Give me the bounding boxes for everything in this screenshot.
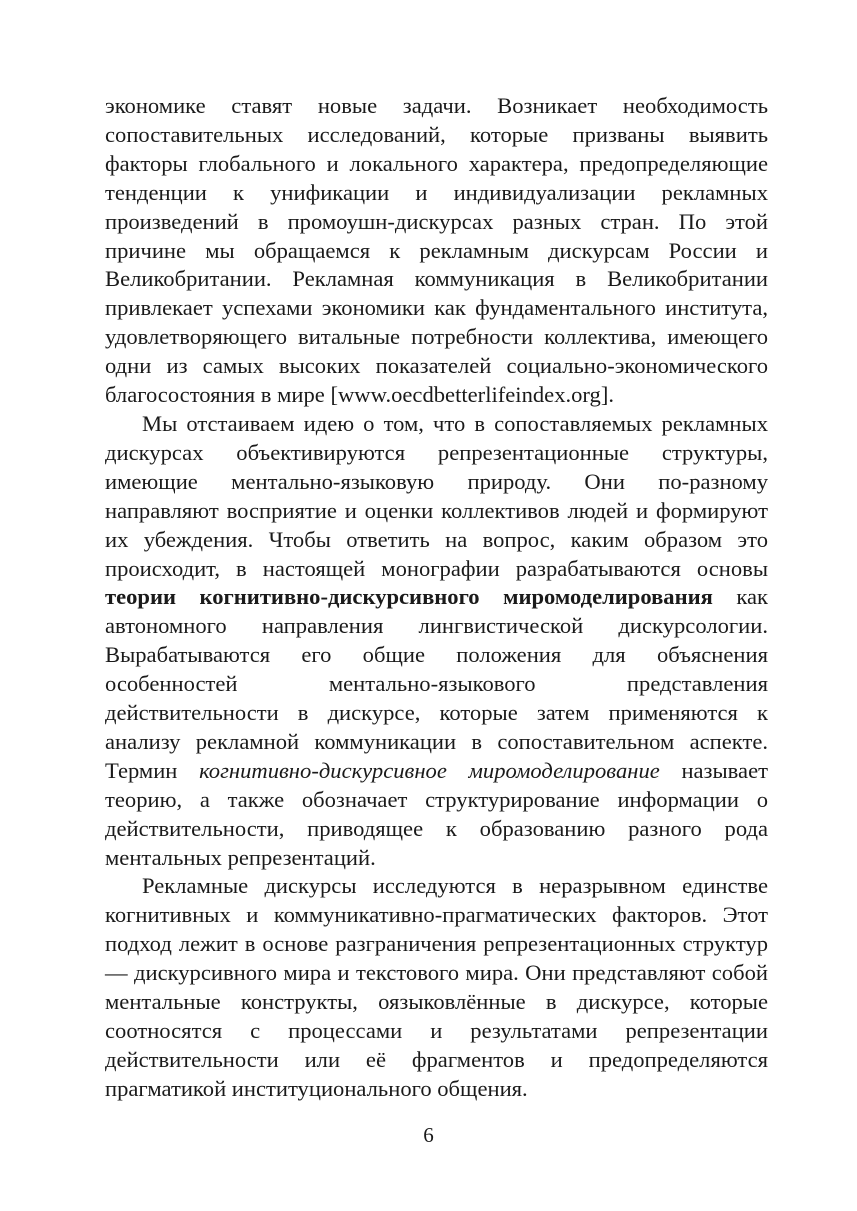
page-number: 6: [423, 1123, 434, 1147]
paragraph-2: [105, 410, 768, 873]
paragraph-2-text-end: называет теорию, а также обозначает структурирование информации о действительности, приводящее к образованию разного рода ментальных репрезентаций.: [105, 757, 768, 870]
paragraph-2-text: Мы отстаиваем идею о том, что в сопоставляемых рекламных дискурсах объективируются репрезентационные структуры, имеющие ментально-языковую природу. Они по-разному направляют восприятие и оценки коллективов людей и формируют их убеждения. Чтобы ответить на вопрос, каким образом это происходит, в настоящей монографии разрабатываются основы: [105, 410, 768, 581]
page-body: [105, 92, 768, 1104]
paragraph-1: экономике ставят новые задачи. Возникает необходимость сопоставительных исследований, которые призваны выявить факторы глобального и локального характера, предопределяющие тенденции к унификации и индивидуализации рекламных произведений в промоушн-дискурсах разных стран. По этой причине мы обращаемся к рекламным дискурсам России и Великобритании. Рекламная коммуникация в Великобритании привлекает успехами экономики как фундаментального института, удовлетворяющего витальные потребности коллектива, имеющего одни из самых высоких показателей социально-экономического благосостояния в мире [www.oecdbetterlifeindex.org].: [105, 93, 768, 408]
bold-term: теории когнитивно-дискурсивного миромоделирования: [105, 584, 713, 610]
paragraph-2-text-continued: как автономного направления лингвистической дискурсологии. Вырабатываются его общие положения для объяснения особенностей ментально-языкового представления действительности в дискурсе, которые затем применяются к анализу рекламной коммуникации в сопоставительном аспекте. Термин: [105, 584, 768, 783]
italic-term: когнитивно-дискурсивное миромоделирование: [199, 757, 660, 783]
paragraph-3: Рекламные дискурсы исследуются в неразрывном единстве когнитивных и коммуникативно-прагматических факторов. Этот подход лежит в основе разграничения репрезентационных структур — дискурсивного мира и текстового мира. Они представляют собой ментальные конструкты, оязыковлённые в дискурсе, которые соотносятся с процессами и результатами репрезентации действительности или её фрагментов и предопределяются прагматикой институционального общения.: [105, 873, 768, 1101]
